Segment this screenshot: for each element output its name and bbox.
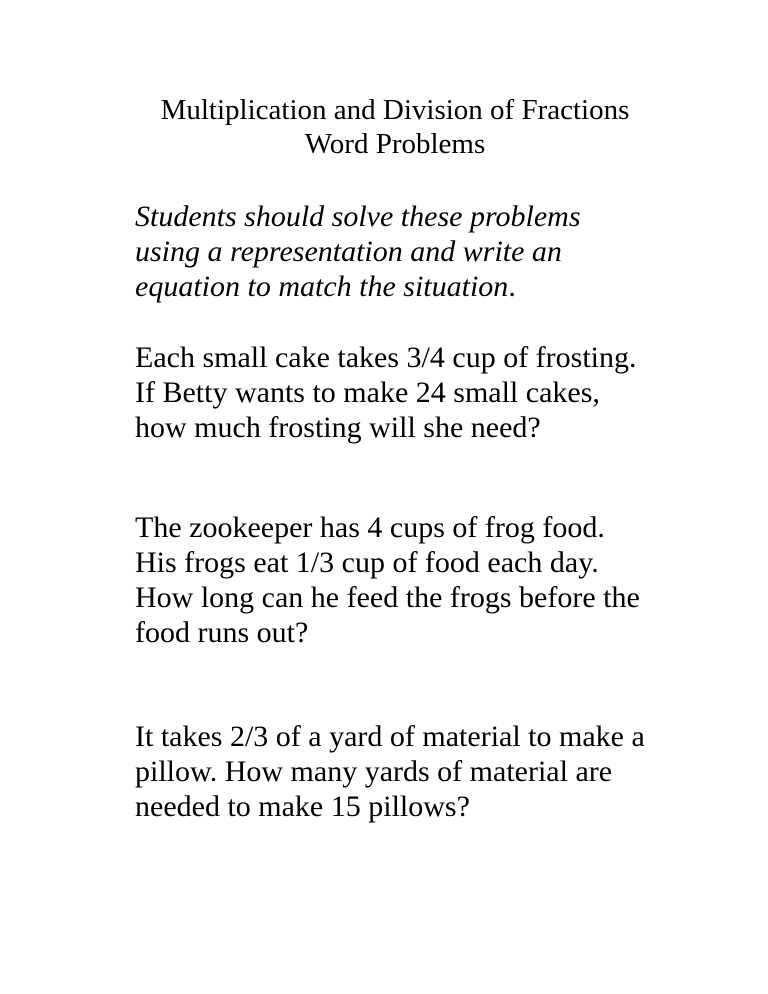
problem-2-line-1: The zookeeper has 4 cups of frog food. [135,511,605,544]
problem-3-line-2: pillow. How many yards of material are [135,755,613,788]
problem-1-line-2: If Betty wants to make 24 small cakes, [135,376,600,409]
problem-2-line-3: How long can he feed the frogs before the [135,581,640,614]
problem-1-line-1: Each small cake takes 3/4 cup of frosting. [135,341,637,374]
problem-3-line-3: needed to make 15 pillows? [135,790,470,823]
title-line-2: Word Problems [304,128,486,160]
instructions [135,199,695,304]
instructions-line-1: Students should solve these problems [135,200,581,233]
title-line-1: Multiplication and Division of Fractions [160,94,630,126]
instructions-line-3 [135,269,695,304]
instructions-line-3-text: equation to match the situation [135,270,509,303]
instructions-line-2: using a representation and write an [135,235,562,268]
word-problem-2 [135,510,695,650]
page-title [0,93,768,161]
problem-2-line-4: food runs out? [135,616,309,649]
instructions-period: . [508,270,516,303]
word-problem-1 [135,340,695,445]
word-problem-3 [135,719,695,824]
problem-1-line-3: how much frosting will she need? [135,411,541,444]
problem-2-line-2: His frogs eat 1/3 cup of food each day. [135,546,599,579]
problem-3-line-1: It takes 2/3 of a yard of material to make a [135,720,645,753]
